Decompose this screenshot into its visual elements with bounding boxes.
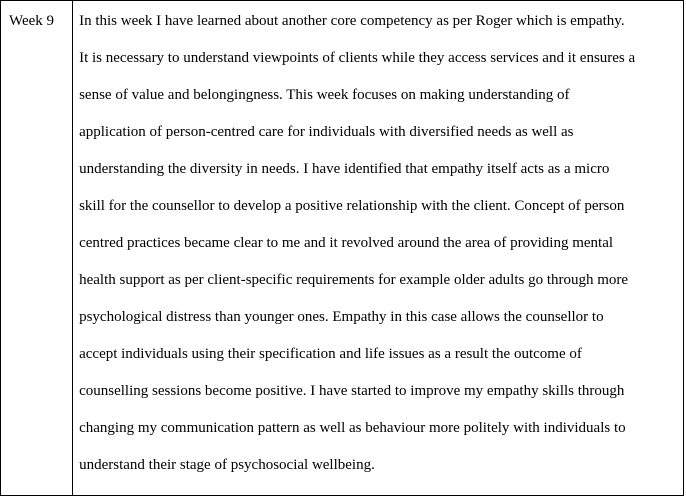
entry-line: psychological distress than younger ones. Empathy in this case allows the counsellor to <box>79 309 604 325</box>
week-cell <box>1 1 73 496</box>
entry-line: skill for the counsellor to develop a positive relationship with the client. Concept of person <box>79 198 625 214</box>
entry-line: In this week I have learned about another core competency as per Roger which is empathy. <box>79 13 625 29</box>
table-row <box>1 1 684 496</box>
entry-line: It is necessary to understand viewpoints of clients while they access services and it ensures a <box>79 50 636 66</box>
entry-line: counselling sessions become positive. I have started to improve my empathy skills through <box>79 383 625 399</box>
entry-line: centred practices became clear to me and it revolved around the area of providing mental <box>79 235 614 251</box>
entry-line: changing my communication pattern as well as behaviour more politely with individuals to <box>79 420 626 436</box>
entry-paragraph <box>73 1 683 484</box>
entry-line: sense of value and belongingness. This week focuses on making understanding of <box>79 87 570 103</box>
entry-line: understand their stage of psychosocial wellbeing. <box>79 457 375 473</box>
entry-line: application of person-centred care for individuals with diversified needs as well as <box>79 124 574 140</box>
entry-line: understanding the diversity in needs. I have identified that empathy itself acts as a micro <box>79 161 610 177</box>
entry-line: health support as per client-specific requirements for example older adults go through more <box>79 272 629 288</box>
entry-line: accept individuals using their specification and life issues as a result the outcome of <box>79 346 582 362</box>
week-label: Week 9 <box>9 13 55 29</box>
entry-cell <box>73 1 684 496</box>
